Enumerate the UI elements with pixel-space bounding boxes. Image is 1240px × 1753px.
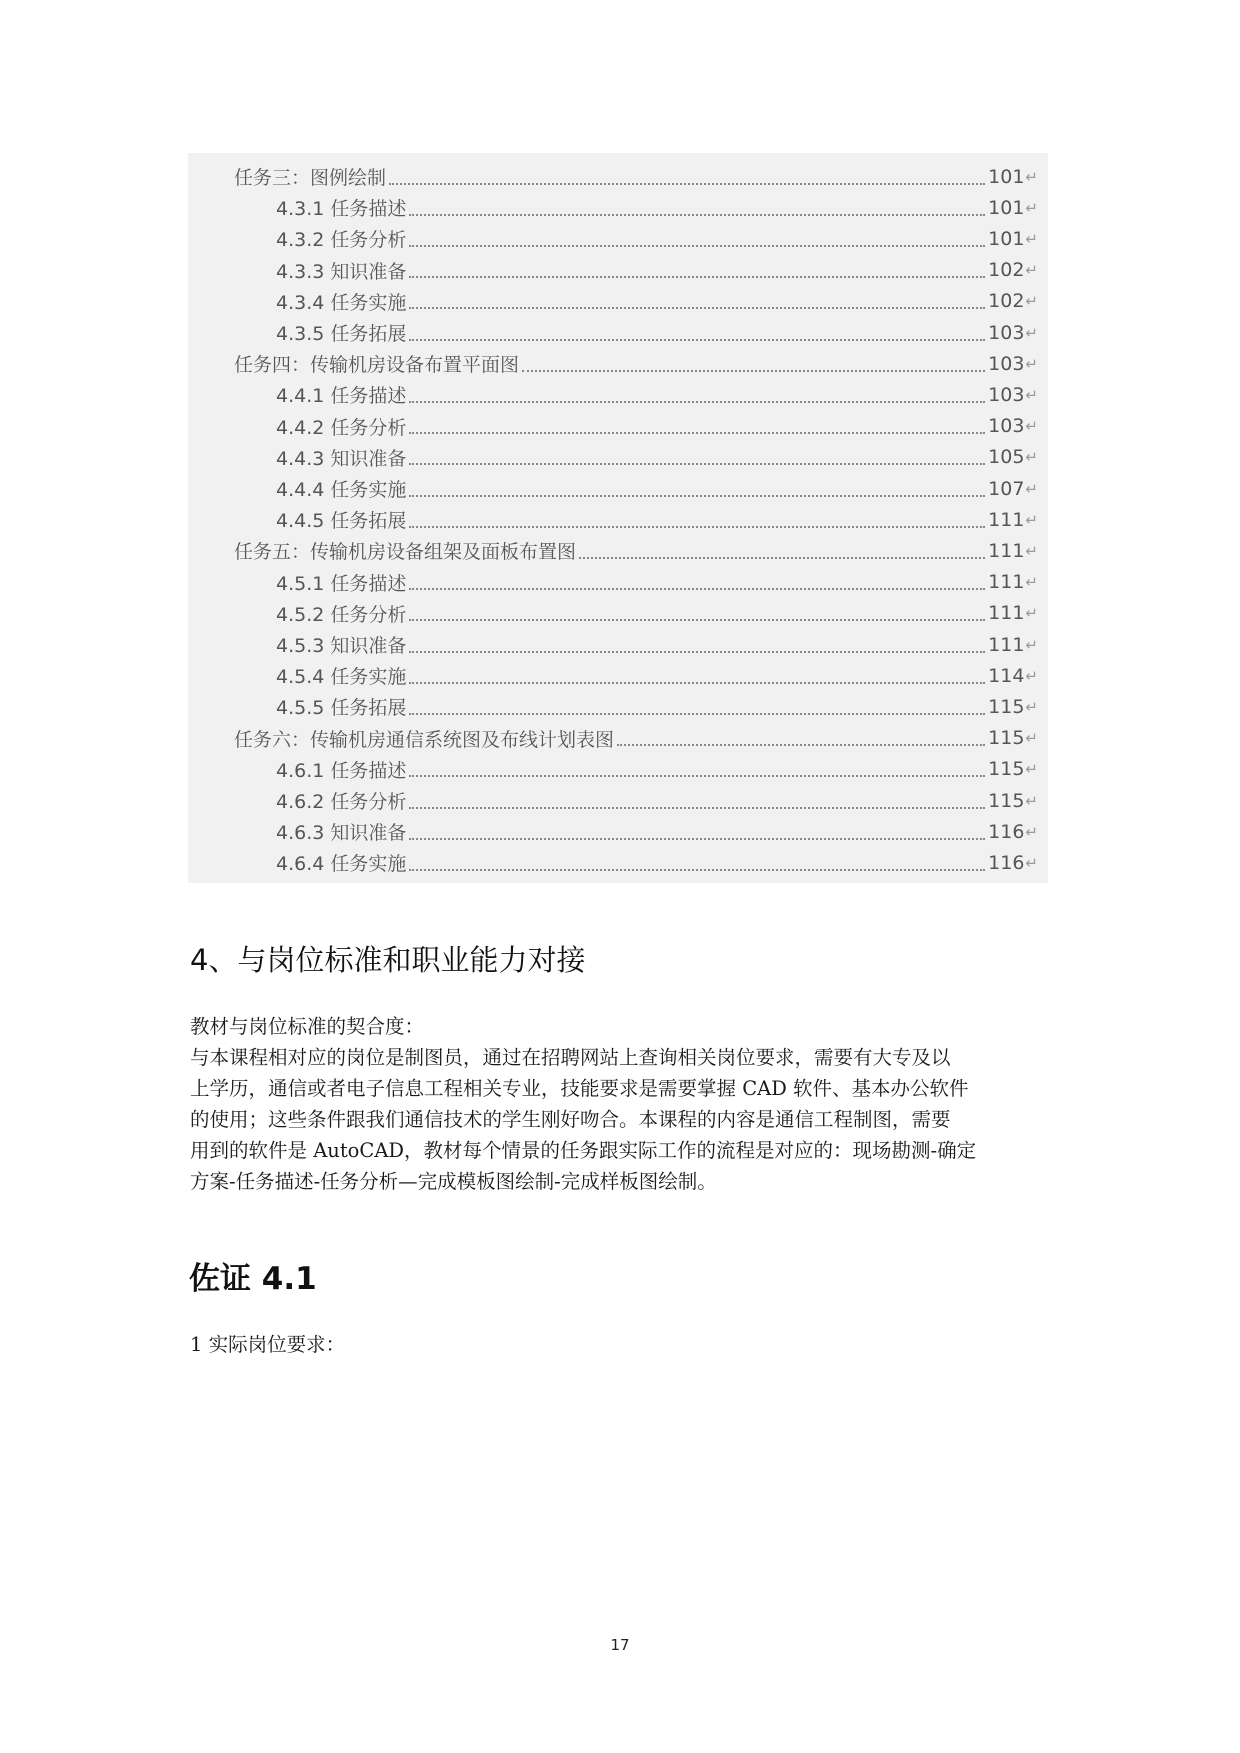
toc-entry-page: 103: [988, 352, 1025, 375]
paragraph-return-icon: ↵: [1025, 292, 1038, 311]
toc-entry-page: 103: [988, 383, 1025, 406]
toc-dot-leader: [522, 358, 985, 372]
toc-entry-page: 111: [988, 571, 1025, 594]
toc-dot-leader: [409, 857, 985, 871]
paragraph-return-icon: ↵: [1025, 198, 1038, 217]
paragraph-return-icon: ↵: [1025, 791, 1038, 810]
toc-screenshot: [188, 153, 1048, 883]
toc-dot-leader: [579, 545, 985, 559]
toc-dot-leader: [409, 327, 985, 341]
toc-subsection-entry: [276, 379, 1038, 410]
toc-subsection-entry: [276, 255, 1038, 286]
paragraph-return-icon: ↵: [1025, 479, 1038, 498]
toc-subsection-entry: [276, 317, 1038, 348]
toc-entry-page: 101: [988, 196, 1025, 219]
evidence-heading: 佐证 4.1: [189, 1261, 317, 1297]
toc-dot-leader: [409, 233, 985, 247]
page-number: 17: [610, 1636, 630, 1654]
toc-subsection-entry: [276, 223, 1038, 254]
toc-subsection-entry: [276, 691, 1038, 722]
body-line: 上学历，通信或者电子信息工程相关专业，技能要求是需要掌握 CAD 软件、基本办公软件: [190, 1077, 969, 1100]
toc-entry-title: 4.5.1 任务描述: [276, 572, 407, 595]
toc-dot-leader: [409, 451, 985, 465]
toc-entry-title: 4.4.5 任务拓展: [276, 510, 407, 533]
toc-subsection-entry: [276, 847, 1038, 878]
toc-dot-leader: [409, 576, 985, 590]
toc-subsection-entry: [276, 629, 1038, 660]
toc-dot-leader: [409, 670, 985, 684]
toc-entry-page: 107: [988, 477, 1025, 500]
toc-dot-leader: [409, 202, 985, 216]
paragraph-return-icon: ↵: [1025, 448, 1038, 467]
paragraph-return-icon: ↵: [1025, 229, 1038, 248]
toc-entry-title: 4.3.2 任务分析: [276, 229, 407, 252]
paragraph-return-icon: ↵: [1025, 635, 1038, 654]
toc-entry-page: 111: [988, 633, 1025, 656]
toc-subsection-entry: [276, 816, 1038, 847]
toc-entry-page: 102: [988, 259, 1025, 282]
toc-entry-page: 111: [988, 539, 1025, 562]
section-heading: 4、与岗位标准和职业能力对接: [190, 943, 586, 977]
toc-subsection-entry: [276, 411, 1038, 442]
toc-entry-page: 116: [988, 851, 1025, 874]
toc-entry-title: 任务五：传输机房设备组架及面板布置图: [234, 541, 577, 564]
toc-subsection-entry: [276, 473, 1038, 504]
toc-dot-leader: [409, 483, 985, 497]
toc-dot-leader: [409, 607, 985, 621]
paragraph-return-icon: ↵: [1025, 604, 1038, 623]
toc-entry-page: 101: [988, 227, 1025, 250]
toc-entry-page: 115: [988, 695, 1025, 718]
toc-entry-page: 115: [988, 727, 1025, 750]
toc-entry-title: 4.3.4 任务实施: [276, 291, 407, 314]
toc-entry-title: 4.5.5 任务拓展: [276, 697, 407, 720]
toc-entry-title: 4.6.1 任务描述: [276, 759, 407, 782]
toc-dot-leader: [409, 795, 985, 809]
toc-entry-title: 4.3.1 任务描述: [276, 198, 407, 221]
toc-entry-title: 4.6.2 任务分析: [276, 791, 407, 813]
toc-entry-title: 4.5.3 知识准备: [276, 635, 407, 657]
paragraph-return-icon: ↵: [1025, 510, 1038, 529]
toc-entry-title: 任务六：传输机房通信系统图及布线计划表图: [234, 728, 615, 751]
toc-entry-page: 115: [988, 758, 1025, 781]
toc-dot-leader: [409, 639, 985, 653]
body-line: 用到的软件是 AutoCAD，教材每个情景的任务跟实际工作的流程是对应的：现场勘测-确定: [190, 1139, 977, 1162]
toc-subsection-entry: [276, 442, 1038, 473]
toc-dot-leader: [389, 171, 985, 185]
toc-entry-page: 101: [988, 165, 1025, 188]
toc-subsection-entry: [276, 754, 1038, 785]
paragraph-return-icon: ↵: [1025, 822, 1038, 841]
toc-entry-title: 4.6.4 任务实施: [276, 853, 407, 876]
toc-task-entry: [234, 348, 1038, 379]
toc-entry-title: 4.4.4 任务实施: [276, 479, 407, 501]
body-line: 与本课程相对应的岗位是制图员，通过在招聘网站上查询相关岗位要求，需要有大专及以: [190, 1046, 951, 1069]
toc-entry-page: 116: [988, 820, 1025, 843]
toc-entry-title: 4.4.3 知识准备: [276, 447, 407, 470]
toc-subsection-entry: [276, 598, 1038, 629]
toc-subsection-entry: [276, 660, 1038, 691]
toc-subsection-entry: [276, 192, 1038, 223]
toc-dot-leader: [409, 264, 985, 278]
paragraph-return-icon: ↵: [1025, 417, 1038, 436]
paragraph-return-icon: ↵: [1025, 729, 1038, 748]
paragraph-return-icon: ↵: [1025, 760, 1038, 779]
toc-subsection-entry: [276, 785, 1038, 816]
toc-entry-page: 111: [988, 602, 1025, 625]
body-line: 的使用；这些条件跟我们通信技术的学生刚好吻合。本课程的内容是通信工程制图，需要: [190, 1108, 951, 1131]
toc-entry-page: 111: [988, 508, 1025, 531]
toc-dot-leader: [409, 389, 985, 403]
paragraph-return-icon: ↵: [1025, 853, 1038, 872]
toc-dot-leader: [409, 701, 985, 715]
toc-entry-title: 4.4.1 任务描述: [276, 385, 407, 408]
toc-entry-title: 任务四：传输机房设备布置平面图: [234, 354, 520, 377]
toc-dot-leader: [617, 732, 985, 746]
toc-dot-leader: [409, 826, 985, 840]
toc-entry-page: 114: [988, 664, 1025, 687]
toc-task-entry: [234, 723, 1038, 754]
toc-dot-leader: [409, 763, 985, 777]
toc-entry-title: 任务三：图例绘制: [234, 167, 387, 189]
toc-dot-leader: [409, 295, 985, 309]
toc-subsection-entry: [276, 567, 1038, 598]
evidence-item: 1 实际岗位要求：: [190, 1333, 346, 1356]
toc-entry-title: 4.5.2 任务分析: [276, 603, 407, 626]
toc-dot-leader: [409, 514, 985, 528]
paragraph-return-icon: ↵: [1025, 573, 1038, 592]
paragraph-return-icon: ↵: [1025, 385, 1038, 404]
toc-entry-title: 4.4.2 任务分析: [276, 416, 407, 439]
toc-entry-page: 102: [988, 290, 1025, 313]
toc-subsection-entry: [276, 504, 1038, 535]
paragraph-return-icon: ↵: [1025, 541, 1038, 560]
body-line: 方案-任务描述-任务分析—完成模板图绘制-完成样板图绘制。: [190, 1170, 717, 1193]
toc-entry-page: 115: [988, 789, 1025, 812]
toc-entry-title: 4.3.5 任务拓展: [276, 323, 407, 345]
toc-task-entry: [234, 161, 1038, 192]
toc-dot-leader: [409, 420, 985, 434]
toc-entry-page: 103: [988, 415, 1025, 438]
intro-line: 教材与岗位标准的契合度：: [190, 1015, 425, 1038]
toc-entry-title: 4.3.3 知识准备: [276, 260, 407, 283]
toc-task-entry: [234, 535, 1038, 566]
paragraph-return-icon: ↵: [1025, 666, 1038, 685]
toc-entry-title: 4.5.4 任务实施: [276, 666, 407, 689]
paragraph-return-icon: ↵: [1025, 261, 1038, 280]
toc-subsection-entry: [276, 286, 1038, 317]
paragraph-return-icon: ↵: [1025, 354, 1038, 373]
paragraph-return-icon: ↵: [1025, 167, 1038, 186]
toc-entry-page: 105: [988, 446, 1025, 469]
toc-entry-page: 103: [988, 321, 1025, 344]
toc-entry-title: 4.6.3 知识准备: [276, 822, 407, 845]
paragraph-return-icon: ↵: [1025, 323, 1038, 342]
paragraph-return-icon: ↵: [1025, 697, 1038, 716]
